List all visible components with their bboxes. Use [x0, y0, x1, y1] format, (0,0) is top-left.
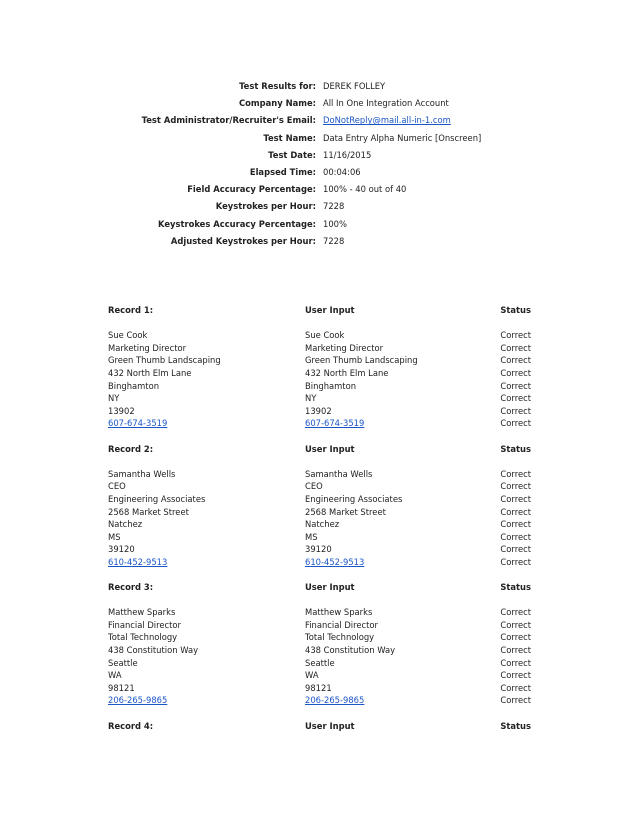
- summary-label: Company Name:: [238, 98, 316, 109]
- summary-row: [0, 95, 638, 112]
- phone-link[interactable]: 610-452-9513: [305, 556, 365, 567]
- user-input-value: Engineering Associates: [305, 493, 403, 504]
- record-spacer: [0, 707, 638, 720]
- record-value: Total Technology: [108, 632, 178, 643]
- summary-row: [0, 78, 638, 95]
- record-header: [0, 720, 638, 733]
- status-header: Status: [500, 720, 531, 731]
- summary-label: Test Results for:: [239, 81, 316, 91]
- record-row: [0, 367, 638, 380]
- record-row: [0, 556, 638, 569]
- record-row: [0, 329, 638, 342]
- record-value: Matthew Sparks: [108, 607, 176, 618]
- status-value: Correct: [500, 556, 531, 567]
- record-row: [0, 417, 638, 430]
- summary-value: 100% - 40 out of 40: [323, 184, 407, 195]
- summary-label: Test Name:: [263, 132, 316, 143]
- phone-link[interactable]: 206-265-9865: [108, 695, 168, 706]
- record-row: [0, 468, 638, 481]
- record-row: [0, 543, 638, 556]
- user-input-value: 98121: [305, 682, 332, 693]
- record-value: 39120: [108, 544, 135, 555]
- summary-label: Field Accuracy Percentage:: [187, 184, 316, 195]
- user-input-value: Matthew Sparks: [305, 607, 373, 618]
- summary-value: 00:04:06: [323, 166, 361, 177]
- summary-label: Keystrokes per Hour:: [215, 201, 316, 212]
- status-value: Correct: [500, 632, 531, 643]
- test-summary: [0, 78, 638, 250]
- user-input-value: Natchez: [305, 519, 340, 530]
- status-value: Correct: [500, 481, 531, 492]
- record-value: Engineering Associates: [108, 493, 206, 504]
- status-value: Correct: [500, 493, 531, 504]
- summary-row: [0, 130, 638, 147]
- status-header: Status: [500, 305, 531, 315]
- record-row: [0, 480, 638, 493]
- summary-value: Data Entry Alpha Numeric [Onscreen]: [323, 132, 482, 143]
- record-value: Natchez: [108, 519, 143, 530]
- record-value: 438 Constitution Way: [108, 645, 199, 656]
- status-header: Status: [500, 443, 531, 454]
- record-row: [0, 619, 638, 632]
- status-value: Correct: [500, 330, 531, 341]
- status-value: Correct: [500, 645, 531, 656]
- record-value: Samantha Wells: [108, 468, 176, 479]
- status-value: Correct: [500, 544, 531, 555]
- status-value: Correct: [500, 695, 531, 706]
- record-spacer: [0, 568, 638, 581]
- summary-row: [0, 216, 638, 233]
- user-input-value: CEO: [305, 481, 323, 492]
- record-value: Seattle: [108, 657, 138, 668]
- record-value: Financial Director: [108, 619, 181, 630]
- record-row: [0, 405, 638, 418]
- user-input-value: Seattle: [305, 657, 335, 668]
- user-input-value: Sue Cook: [305, 330, 345, 341]
- user-input-value: 438 Constitution Way: [305, 645, 396, 656]
- user-input-value: 432 North Elm Lane: [305, 367, 389, 378]
- user-input-value: Green Thumb Landscaping: [305, 355, 418, 366]
- summary-value: 7228: [323, 201, 345, 212]
- summary-row: [0, 181, 638, 198]
- user-input-value: 2568 Market Street: [305, 506, 386, 517]
- summary-label: Test Date:: [268, 149, 316, 160]
- user-input-value: Marketing Director: [305, 342, 384, 353]
- record-header: [0, 304, 638, 317]
- record-value: Binghamton: [108, 380, 160, 391]
- record-row: [0, 392, 638, 405]
- summary-row: [0, 198, 638, 215]
- status-value: Correct: [500, 342, 531, 353]
- record-header: [0, 581, 638, 594]
- status-value: Correct: [500, 468, 531, 479]
- record-header: [0, 443, 638, 456]
- record-row: [0, 493, 638, 506]
- summary-value: DEREK FOLLEY: [323, 81, 386, 91]
- status-value: Correct: [500, 607, 531, 618]
- record-row: [0, 657, 638, 670]
- record-row: [0, 694, 638, 707]
- record-row: [0, 354, 638, 367]
- record-value: WA: [108, 670, 122, 681]
- record-row: [0, 342, 638, 355]
- record-block: [0, 581, 638, 720]
- user-input-header: User Input: [305, 305, 355, 315]
- record-value: Green Thumb Landscaping: [108, 355, 221, 366]
- record-title: Record 2:: [108, 443, 154, 454]
- status-value: Correct: [500, 682, 531, 693]
- record-row: [0, 380, 638, 393]
- summary-label: Elapsed Time:: [249, 166, 316, 177]
- summary-row: [0, 147, 638, 164]
- record-value: Marketing Director: [108, 342, 187, 353]
- summary-value: 7228: [323, 235, 345, 246]
- user-input-value: Total Technology: [305, 632, 375, 643]
- record-title: Record 3:: [108, 582, 154, 593]
- record-value: 13902: [108, 405, 135, 416]
- user-input-value: 13902: [305, 405, 332, 416]
- summary-row: [0, 233, 638, 250]
- record-title: Record 4:: [108, 720, 154, 731]
- record-row: [0, 531, 638, 544]
- record-title: Record 1:: [108, 305, 154, 315]
- user-input-header: User Input: [305, 582, 355, 593]
- user-input-header: User Input: [305, 720, 355, 731]
- status-value: Correct: [500, 657, 531, 668]
- record-value: CEO: [108, 481, 126, 492]
- record-block: [0, 304, 638, 443]
- user-input-header: User Input: [305, 443, 355, 454]
- record-value: 98121: [108, 682, 135, 693]
- status-value: Correct: [500, 418, 531, 429]
- records-table: [0, 304, 638, 745]
- summary-label: Test Administrator/Recruiter's Email:: [141, 115, 316, 126]
- record-row: [0, 682, 638, 695]
- status-value: Correct: [500, 393, 531, 404]
- user-input-value: MS: [305, 531, 318, 542]
- status-value: Correct: [500, 531, 531, 542]
- summary-label: Keystrokes Accuracy Percentage:: [157, 218, 316, 229]
- record-value: Sue Cook: [108, 330, 148, 341]
- record-row: [0, 669, 638, 682]
- user-input-value: Samantha Wells: [305, 468, 373, 479]
- status-value: Correct: [500, 355, 531, 366]
- summary-label: Adjusted Keystrokes per Hour:: [170, 235, 316, 246]
- user-input-value: NY: [305, 393, 317, 404]
- record-row: [0, 644, 638, 657]
- record-block: [0, 443, 638, 582]
- record-block: [0, 720, 638, 733]
- summary-row: [0, 164, 638, 181]
- status-value: Correct: [500, 367, 531, 378]
- phone-link[interactable]: 607-674-3519: [108, 418, 168, 429]
- record-value: 432 North Elm Lane: [108, 367, 192, 378]
- record-value: 2568 Market Street: [108, 506, 189, 517]
- phone-link[interactable]: 206-265-9865: [305, 695, 365, 706]
- record-row: [0, 506, 638, 519]
- user-input-value: Binghamton: [305, 380, 357, 391]
- record-spacer: [0, 430, 638, 443]
- record-row: [0, 631, 638, 644]
- status-value: Correct: [500, 519, 531, 530]
- summary-value: 100%: [323, 218, 347, 229]
- status-value: Correct: [500, 380, 531, 391]
- user-input-value: 39120: [305, 544, 332, 555]
- phone-link[interactable]: 610-452-9513: [108, 556, 168, 567]
- status-value: Correct: [500, 670, 531, 681]
- record-value: MS: [108, 531, 121, 542]
- user-input-value: Financial Director: [305, 619, 378, 630]
- status-value: Correct: [500, 619, 531, 630]
- summary-value: 11/16/2015: [323, 149, 372, 160]
- status-value: Correct: [500, 506, 531, 517]
- status-value: Correct: [500, 405, 531, 416]
- summary-row: [0, 112, 638, 129]
- email-link[interactable]: DoNotReply@mail.all-in-1.com: [323, 115, 451, 126]
- record-row: [0, 518, 638, 531]
- phone-link[interactable]: 607-674-3519: [305, 418, 365, 429]
- summary-value: All In One Integration Account: [323, 98, 449, 109]
- record-row: [0, 606, 638, 619]
- user-input-value: WA: [305, 670, 319, 681]
- status-header: Status: [500, 582, 531, 593]
- record-value: NY: [108, 393, 120, 404]
